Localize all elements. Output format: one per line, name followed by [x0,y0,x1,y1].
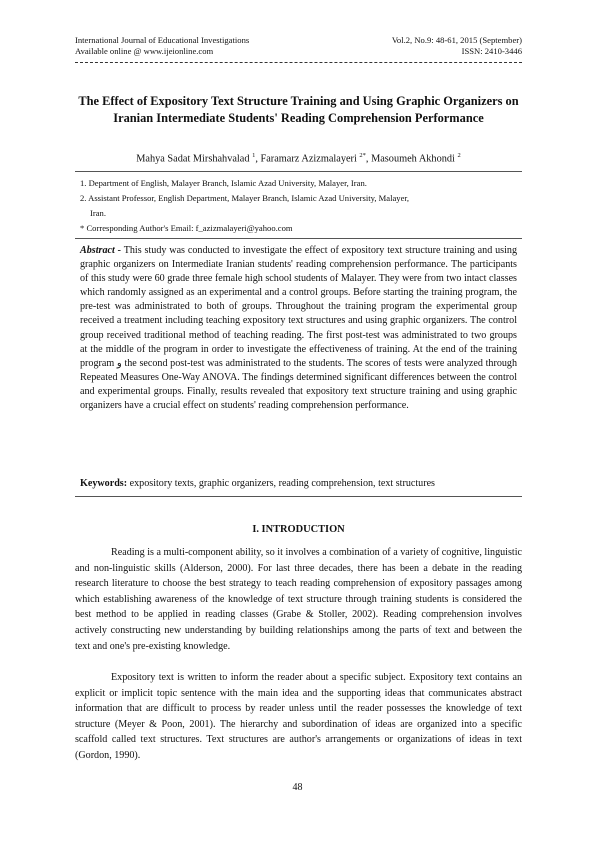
author-affiliation-mark: 2 [457,152,461,159]
paper-title: The Effect of Expository Text Structure Training and Using Graphic Organizers on Iranian Intermediate Students' Reading Comprehension Performance [78,94,519,125]
journal-name: International Journal of Educational Investigations [75,35,250,45]
abstract [80,244,517,413]
availability-note: Available online @ www.ijeionline.com [75,46,214,56]
author-name: Masoumeh Akhondi [371,153,455,165]
issn: ISSN: 2410-3446 [461,46,522,56]
header-divider [75,62,522,63]
affiliations [80,176,520,236]
volume-info: Vol.2, No.9: 48-61, 2015 (September) [391,35,522,45]
corresponding-author: * Corresponding Author's Email: f_azizmalayeri@yahoo.com [80,223,293,233]
running-header [75,35,522,57]
page-number: 48 [292,782,303,793]
abstract-text: This study was conducted to investigate the effect of expository text structure training and using graphic organizers on Intermediate Iranian students' reading comprehension performance. The participants of this study were 60 grade three female high school students of Malayer. They were from two intact classes which randomly assigned as an experimental and a control groups. Before starting the training program, the pre-test was administrated to both of groups. Throughout the training program the experimental group received a treatment including teaching expository text structures and using graphic organizers. The control group received traditional method of teaching reading. The first post-test was administrated to two groups at the middle of the program in order to investigate the effectiveness of training. At the end of the training program و the second post-test was administrated to the students. The scores of tests were analyzed through Repeated Measures One-Way ANOVA. The findings determined significant differences between the control and experimental groups. Finally, results revealed that expository text structure training and using graphic organizers have a crucial effect on students' reading comprehension performance. [80,245,518,412]
body-paragraph [75,545,522,654]
affiliation-1: 1. Department of English, Malayer Branch, Islamic Azad University, Malayer, Iran. [80,178,367,188]
keywords-text: expository texts, graphic organizers, reading comprehension, text structures [129,478,435,489]
keywords [80,477,517,490]
author-name: Mahya Sadat Mirshahvalad [136,153,250,165]
paragraph-text: Reading is a multi-component ability, so it involves a combination of a variety of cognitive, linguistic and non-linguistic skills (Alderson, 2000). For last three decades, there has been a debate in the reading research literature to choose the best strategy to teach reading comprehension of expository passages among which establishing awareness of the knowledge of text structure through training students is considered the best method to be applied in reading classes (Grabe & Stoller, 2002). Reading comprehension involves actively constructing new understanding by building relationships among the parts of text and between the text and one's pre-existing knowledge. [75,547,522,652]
author-affiliation-mark: 1 [252,152,256,159]
section-heading: I. INTRODUCTION [252,524,345,535]
affiliation-2-continued: Iran. [90,208,106,218]
paragraph-text: Expository text is written to inform the reader about a specific subject. Expository text contains an explicit or implicit topic sentence with the main idea and the supporting ideas that communicates abstract information that are difficult to process by reader unless until the reader possesses the knowledge of text structure (Meyer & Poon, 2001). The hierarchy and subordination of ideas are organized into a specific scaffold called text structures. Text structures are author's arrangements or organizations of ideas in text (Gordon, 1990). [75,672,522,761]
affiliation-2: 2. Assistant Professor, English Department, Malayer Branch, Islamic Azad University, Malayer, [80,193,410,203]
body-paragraph [75,670,522,764]
author-list: Mahya Sadat Mirshahvalad $^1$, Faramarz Azizmalayeri $^{2*}$, Masoumeh Akhondi $^2$ [136,152,461,165]
keywords-label: Keywords: [80,478,128,489]
affiliation-top-rule [75,171,522,172]
author-affiliation-mark: 2* [359,152,366,159]
keywords-rule [75,496,522,497]
affiliation-bottom-rule [75,238,522,239]
abstract-label: Abstract - [80,245,122,256]
author-name: Faramarz Azizmalayeri [260,153,357,165]
